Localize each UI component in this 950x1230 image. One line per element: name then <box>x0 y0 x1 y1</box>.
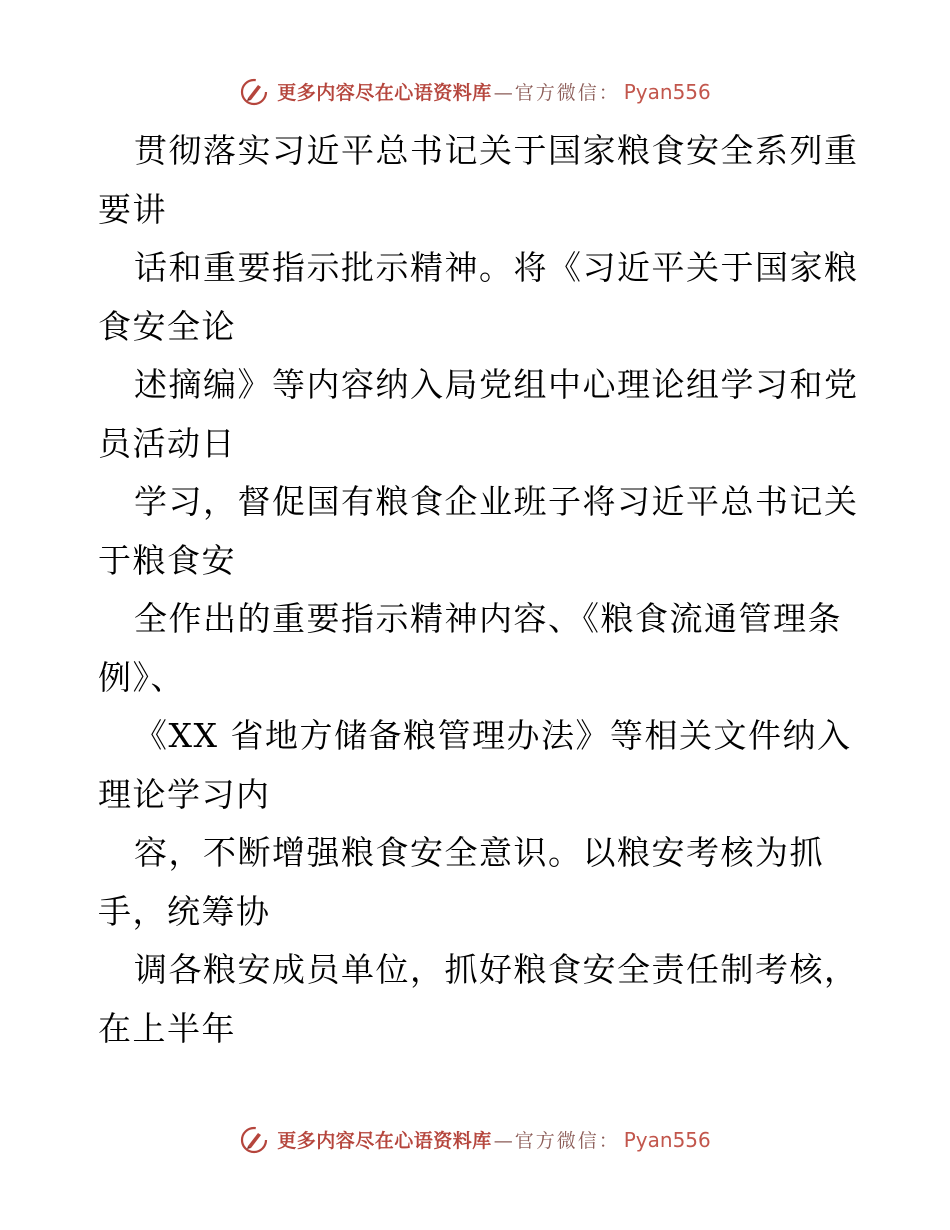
header-watermark <box>0 72 950 112</box>
text-line: 学习，督促国有粮食企业班子将习近平总书记关 <box>134 482 859 521</box>
text-line: 员活动日 <box>98 423 236 463</box>
text-line: 《XX 省地方储备粮管理办法》等相关文件纳入 <box>134 716 852 755</box>
text-line: 话和重要指示批示精神。将《习近平关于国家粮 <box>134 248 859 287</box>
watermark-text <box>277 1127 711 1152</box>
watermark-brand: 更多内容尽在心语资料库 <box>277 81 492 104</box>
text-line: 例》、 <box>98 657 185 697</box>
pen-swirl-logo-icon <box>239 77 269 107</box>
text-line: 食安全论 <box>98 306 236 346</box>
text-line: 理论学习内 <box>98 774 271 814</box>
watermark-wechat-label: 官方微信： <box>514 81 620 104</box>
text-line: 要讲 <box>98 189 167 229</box>
footer-watermark <box>0 1120 950 1160</box>
watermark-dash: — <box>493 1129 513 1152</box>
watermark-dash: — <box>493 81 513 104</box>
text-line: 容，不断增强粮食安全意识。以粮安考核为抓 <box>134 833 824 872</box>
document-body <box>98 122 858 1058</box>
watermark-wechat-label: 官方微信： <box>514 1129 620 1152</box>
watermark-wechat-id: Pyan556 <box>623 79 711 104</box>
pen-swirl-logo-icon <box>239 1125 269 1155</box>
watermark-wechat-id: Pyan556 <box>623 1127 711 1152</box>
text-line: 于粮食安 <box>98 540 236 580</box>
text-line: 调各粮安成员单位，抓好粮食安全责任制考核， <box>134 950 859 989</box>
text-line: 述摘编》等内容纳入局党组中心理论组学习和党 <box>134 365 859 404</box>
text-line: 全作出的重要指示精神内容、《粮食流通管理条 <box>134 599 842 638</box>
text-line: 手，统筹协 <box>98 891 271 931</box>
watermark-text <box>277 79 711 104</box>
text-line: 贯彻落实习近平总书记关于国家粮食安全系列重 <box>134 131 859 170</box>
text-line: 在上半年 <box>98 1008 236 1048</box>
watermark-brand: 更多内容尽在心语资料库 <box>277 1129 492 1152</box>
